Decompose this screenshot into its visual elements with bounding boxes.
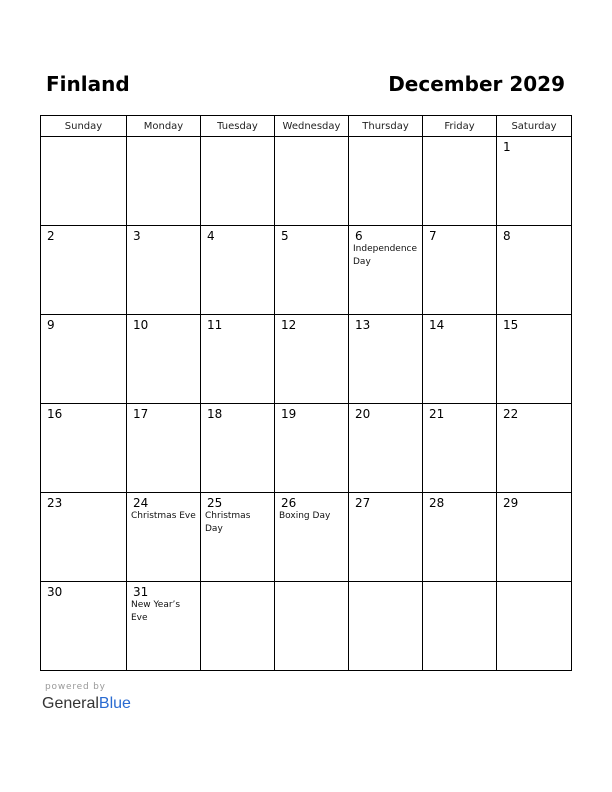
calendar-empty-cell	[349, 137, 423, 226]
day-number: 6	[355, 229, 363, 243]
calendar-day-cell	[275, 315, 349, 404]
day-number: 12	[281, 318, 297, 332]
weekday-header: Thursday	[349, 116, 423, 137]
calendar-month-title: December 2029	[388, 72, 565, 96]
calendar-empty-cell	[497, 582, 572, 671]
day-number: 1	[503, 140, 511, 154]
day-number: 21	[429, 407, 445, 421]
calendar-empty-cell	[127, 137, 201, 226]
weekday-header-row	[41, 116, 572, 137]
calendar-week-row	[41, 404, 572, 493]
day-number: 18	[207, 407, 223, 421]
calendar-day-cell	[423, 404, 497, 493]
calendar-day-cell	[423, 315, 497, 404]
weekday-header: Friday	[423, 116, 497, 137]
logo-text-general: General	[42, 695, 99, 712]
calendar-day-cell	[497, 493, 572, 582]
calendar-day-cell	[41, 582, 127, 671]
calendar-week-row	[41, 226, 572, 315]
day-number: 24	[133, 496, 149, 510]
day-number: 28	[429, 496, 445, 510]
calendar-week-row	[41, 493, 572, 582]
calendar-day-cell	[41, 315, 127, 404]
holiday-label: Independence Day	[353, 244, 418, 267]
day-number: 4	[207, 229, 215, 243]
weekday-header: Tuesday	[201, 116, 275, 137]
calendar-week-row	[41, 315, 572, 404]
calendar-empty-cell	[201, 137, 275, 226]
weekday-header: Saturday	[497, 116, 572, 137]
day-number: 11	[207, 318, 223, 332]
day-number: 29	[503, 496, 519, 510]
calendar-empty-cell	[275, 137, 349, 226]
calendar-day-cell	[275, 404, 349, 493]
day-number: 10	[133, 318, 149, 332]
day-number: 17	[133, 407, 149, 421]
day-number: 9	[47, 318, 55, 332]
day-number: 19	[281, 407, 297, 421]
day-number: 14	[429, 318, 445, 332]
calendar-day-cell	[201, 404, 275, 493]
calendar-day-cell	[423, 226, 497, 315]
calendar-empty-cell	[423, 582, 497, 671]
day-number: 25	[207, 496, 223, 510]
day-number: 8	[503, 229, 511, 243]
day-number: 2	[47, 229, 55, 243]
weekday-header: Wednesday	[275, 116, 349, 137]
day-number: 7	[429, 229, 437, 243]
calendar-country-title: Finland	[46, 72, 130, 96]
calendar-day-cell	[497, 404, 572, 493]
calendar-empty-cell	[423, 137, 497, 226]
weekday-header: Monday	[127, 116, 201, 137]
day-number: 16	[47, 407, 63, 421]
calendar-day-cell	[127, 226, 201, 315]
calendar-grid	[40, 115, 572, 671]
day-number: 20	[355, 407, 371, 421]
calendar-day-cell	[127, 315, 201, 404]
calendar-empty-cell	[201, 582, 275, 671]
calendar-day-cell	[41, 404, 127, 493]
calendar-week-row	[41, 137, 572, 226]
calendar-day-cell	[497, 226, 572, 315]
day-number: 15	[503, 318, 519, 332]
day-number: 26	[281, 496, 297, 510]
day-number: 22	[503, 407, 519, 421]
calendar-day-cell	[201, 493, 275, 582]
generalblue-logo[interactable]	[42, 694, 131, 714]
day-number: 27	[355, 496, 371, 510]
calendar-empty-cell	[275, 582, 349, 671]
calendar-day-cell	[349, 226, 423, 315]
holiday-label: New Year’s Eve	[131, 600, 181, 623]
calendar-week-row	[41, 582, 572, 671]
holiday-label: Boxing Day	[279, 511, 331, 521]
weekday-header: Sunday	[41, 116, 127, 137]
calendar-day-cell	[349, 404, 423, 493]
powered-by-text: powered by	[45, 682, 106, 692]
day-number: 5	[281, 229, 289, 243]
calendar-day-cell	[41, 226, 127, 315]
holiday-label: Christmas Eve	[131, 511, 196, 521]
day-number: 30	[47, 585, 63, 599]
calendar-day-cell	[349, 493, 423, 582]
calendar-day-cell	[275, 493, 349, 582]
day-number: 13	[355, 318, 371, 332]
day-number: 31	[133, 585, 149, 599]
calendar-empty-cell	[41, 137, 127, 226]
logo-text-blue: Blue	[98, 695, 131, 712]
calendar-day-cell	[423, 493, 497, 582]
calendar-day-cell	[349, 315, 423, 404]
calendar-day-cell	[497, 315, 572, 404]
calendar-day-cell	[201, 226, 275, 315]
calendar-day-cell	[275, 226, 349, 315]
day-number: 23	[47, 496, 63, 510]
calendar-day-cell	[201, 315, 275, 404]
calendar-day-cell	[41, 493, 127, 582]
calendar-empty-cell	[349, 582, 423, 671]
calendar-day-cell	[497, 137, 572, 226]
calendar-day-cell	[127, 493, 201, 582]
holiday-label: Christmas Day	[205, 511, 251, 534]
calendar-day-cell	[127, 582, 201, 671]
calendar-body	[41, 137, 572, 671]
calendar-day-cell	[127, 404, 201, 493]
day-number: 3	[133, 229, 141, 243]
